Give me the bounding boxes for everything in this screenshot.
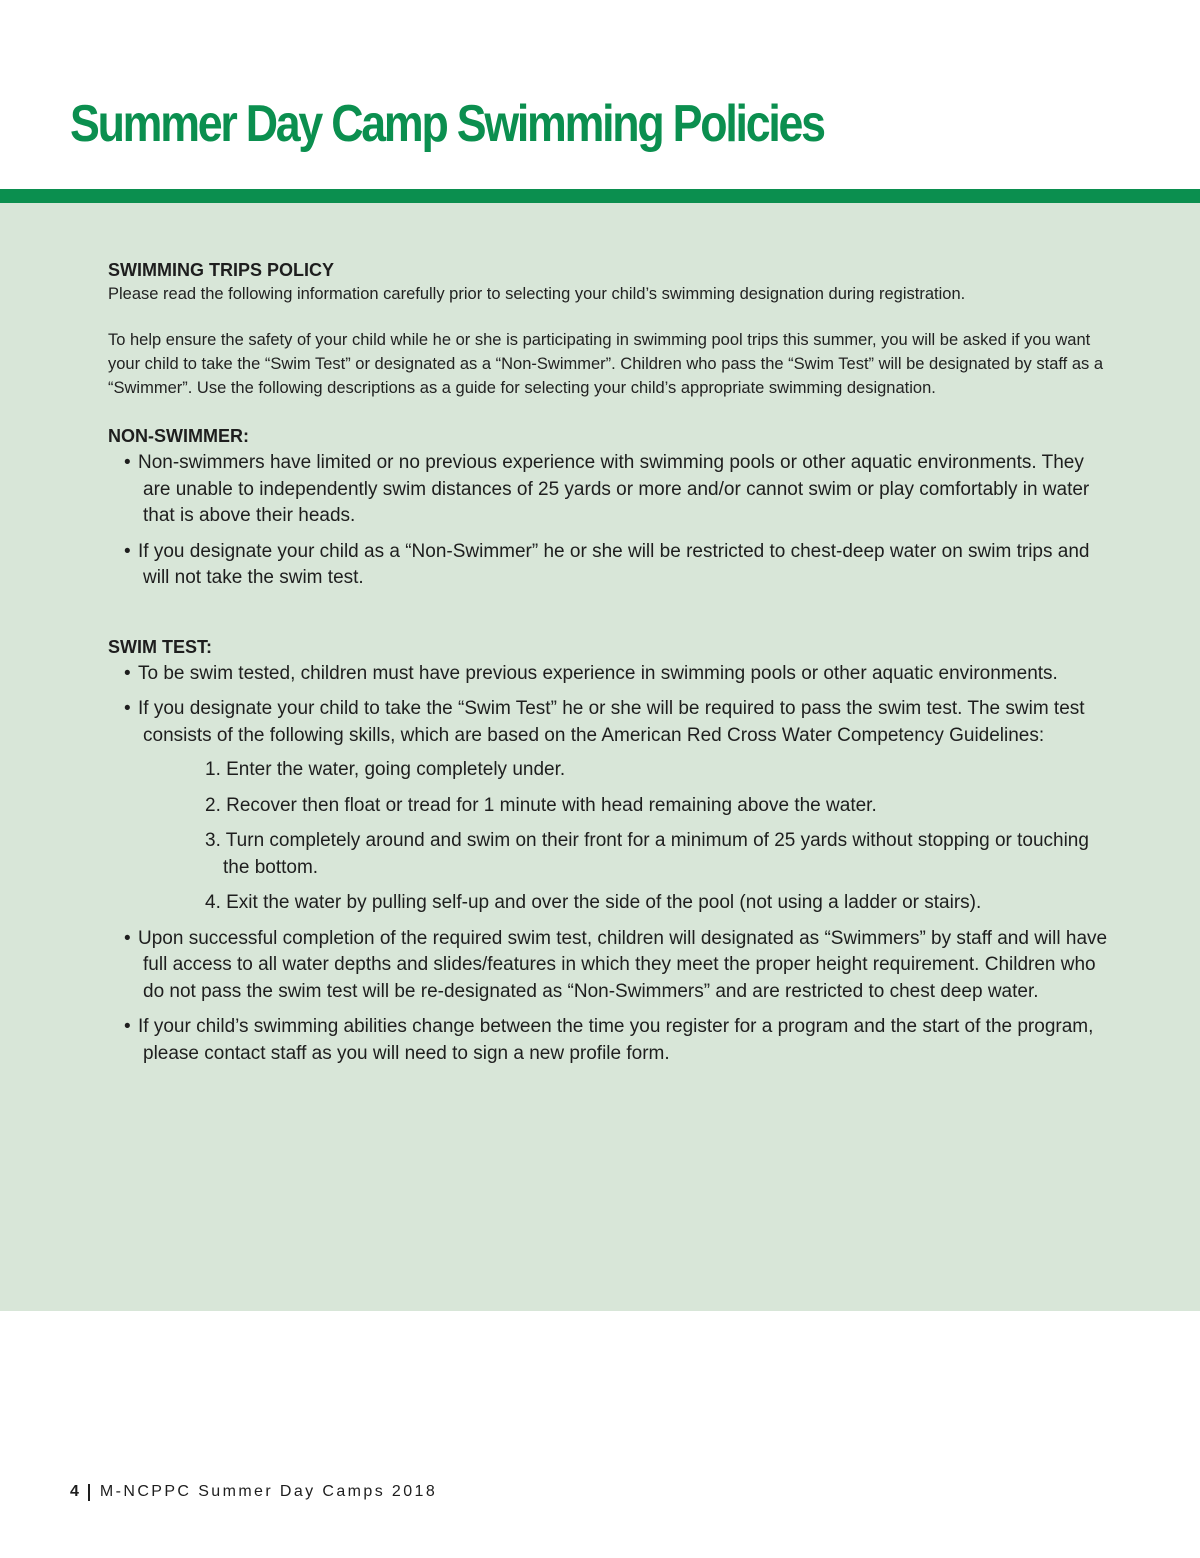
non-swimmer-list bbox=[108, 450, 1108, 592]
bullet-icon: • bbox=[124, 452, 131, 473]
swim-test-list bbox=[108, 661, 1108, 750]
swim-test-list-continued bbox=[108, 926, 1108, 1068]
swim-test-step: 1. Enter the water, going completely under. bbox=[205, 759, 566, 780]
list-item: • If you designate your child to take the “Swim Test” he or she will be required to pass the swim test. The swim test consists of the following skills, which are based on the American Red Cross Water Competency Guidelines: bbox=[124, 698, 1085, 746]
title-rule bbox=[0, 189, 1200, 203]
policy-content bbox=[108, 258, 1108, 1076]
page-title: Summer Day Camp Swimming Policies bbox=[70, 95, 824, 153]
page-footer bbox=[70, 1483, 437, 1501]
list-item: • Upon successful completion of the required swim test, children will designated as “Swimmers” by staff and will have full access to all water depths and slides/features in which they meet the proper height requirement. Children who do not pass the swim test will be re-designated as “Non-Swimmers” and are restricted to chest deep water. bbox=[124, 927, 1108, 1002]
page-number: 4 bbox=[70, 1483, 79, 1500]
bullet-icon: • bbox=[124, 540, 131, 562]
non-swimmer-heading: NON-SWIMMER: bbox=[108, 426, 249, 446]
trips-policy-heading: SWIMMING TRIPS POLICY bbox=[108, 260, 335, 280]
bullet-icon: • bbox=[124, 927, 131, 949]
bullet-icon: • bbox=[124, 698, 131, 719]
swim-test-steps bbox=[108, 757, 1108, 917]
footer-text: M-NCPPC Summer Day Camps 2018 bbox=[99, 1483, 438, 1500]
footer-divider bbox=[88, 1484, 90, 1501]
list-item: • If your child’s swimming abilities change between the time you register for a program and the start of the program, please contact staff as you will need to sign a new profile form. bbox=[124, 1016, 1094, 1064]
swim-test-heading: SWIM TEST: bbox=[108, 636, 212, 657]
swim-test-step: 2. Recover then float or tread for 1 minute with head remaining above the water. bbox=[205, 794, 877, 816]
list-item: • If you designate your child as a “Non-Swimmer” he or she will be restricted to chest-deep water on swim trips and will not take the swim test. bbox=[124, 540, 1090, 588]
swim-test-step: 3. Turn completely around and swim on their front for a minimum of 25 yards without stopping or touching the bottom. bbox=[205, 830, 1089, 878]
list-item: • To be swim tested, children must have previous experience in swimming pools or other aquatic environments. bbox=[108, 661, 1108, 688]
list-item: • Non-swimmers have limited or no previous experience with swimming pools or other aquatic environments. They are unable to independently swim distances of 25 yards or more and/or cannot swim or play comfortably in water that is above their heads. bbox=[124, 452, 1090, 526]
trips-policy-intro: Please read the following information carefully prior to selecting your child’s swimming designation during registration. bbox=[108, 285, 966, 303]
bullet-icon: • bbox=[124, 662, 131, 684]
bullet-icon: • bbox=[124, 1016, 131, 1037]
trips-policy-paragraph: To help ensure the safety of your child while he or she is participating in swimming pool trips this summer, you will be asked if you want your child to take the “Swim Test” or designated as a “Non-Swimmer”. Children who pass the “Swim Test” will be designated by staff as a “Swimmer”. Use the following descriptions as a guide for selecting your child’s appropriate swimming designation. bbox=[108, 331, 1104, 397]
swim-test-step: 4. Exit the water by pulling self-up and over the side of the pool (not using a ladder or stairs). bbox=[205, 892, 982, 913]
